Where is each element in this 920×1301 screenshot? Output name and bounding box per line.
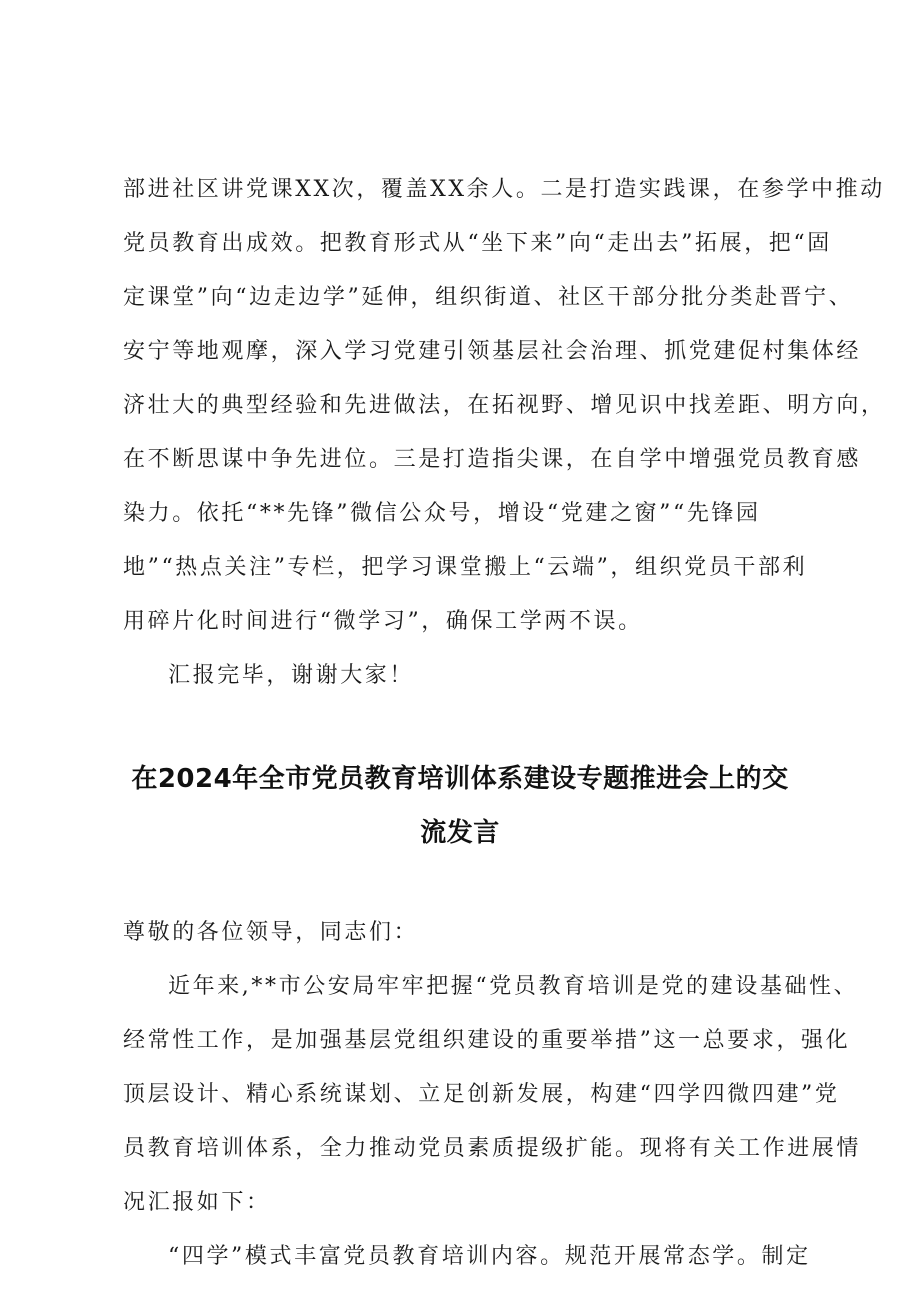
prev-section-line: 染力。依托“**先锋”微信公众号，增设“党建之窗”“先锋园	[123, 501, 761, 526]
prev-section-line: 济壮大的典型经验和先进做法，在拓视野、增见识中找差距、明方向，	[123, 393, 886, 418]
prev-section-line: 安宁等地观摩，深入学习党建引领基层社会治理、抓党建促村集体经	[123, 339, 862, 364]
prev-section-line: 用碎片化时间进行“微学习”，确保工学两不误。	[123, 609, 643, 634]
prev-section-line: 部进社区讲党课XX次，覆盖XX余人。二是打造实践课，在参学中推动	[123, 177, 885, 202]
prev-section-line: 地”“热点关注”专栏，把学习课堂搬上“云端”，组织党员干部利	[123, 555, 808, 580]
prev-section-line: 党员教育出成效。把教育形式从“坐下来”向“走出去”拓展，把“固	[123, 231, 832, 256]
speech-title-line: 流发言	[420, 818, 500, 848]
prev-section-line: 在不断思谋中争先进位。三是打造指尖课，在自学中增强党员教育感	[123, 447, 862, 472]
body-line: 近年来,**市公安局牢牢把握“党员教育培训是党的建设基础性、	[168, 974, 859, 999]
body-line: 顶层设计、精心系统谋划、立足创新发展，构建“四学四微四建”党	[123, 1082, 840, 1107]
body-line: “四学”模式丰富党员教育培训内容。规范开展常态学。制定	[168, 1244, 811, 1269]
speech-title-line: 在2024年全市党员教育培训体系建设专题推进会上的交	[131, 764, 789, 794]
salutation: 尊敬的各位领导，同志们：	[123, 920, 419, 945]
closing-remark: 汇报完毕，谢谢大家！	[168, 663, 415, 688]
body-line: 员教育培训体系，全力推动党员素质提级扩能。现将有关工作进展情	[123, 1136, 862, 1161]
prev-section-line: 定课堂”向“边走边学”延伸，组织街道、社区干部分批分类赴晋宁、	[123, 285, 854, 310]
body-line: 况汇报如下：	[123, 1190, 271, 1215]
body-line: 经常性工作，是加强基层党组织建设的重要举措”这一总要求，强化	[123, 1028, 851, 1053]
